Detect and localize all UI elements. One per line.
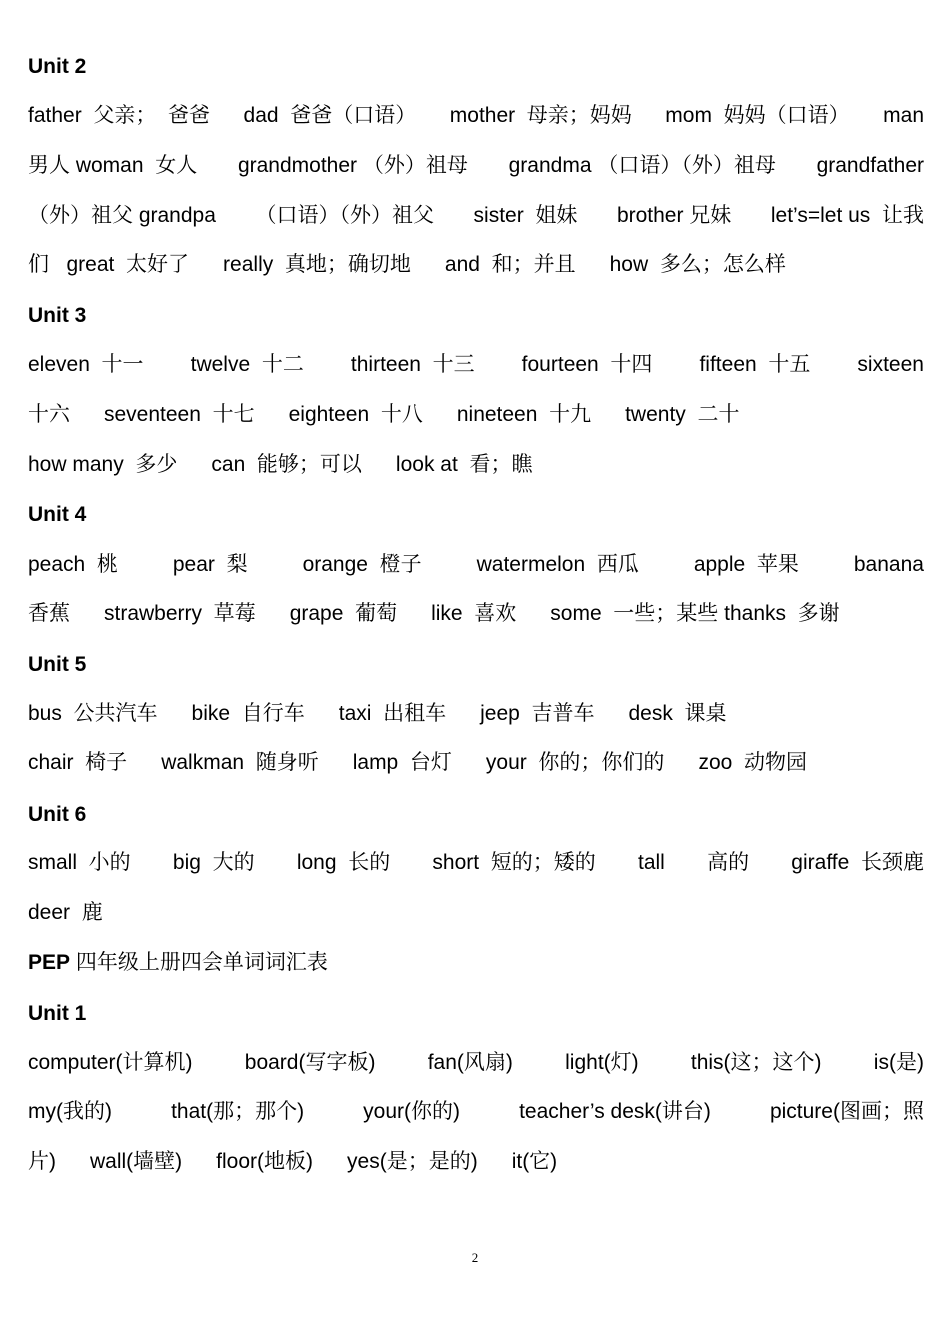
heading-text: Unit 4: [28, 503, 87, 526]
vocab-entry: walkman 随身听: [161, 751, 319, 774]
vocab-line: [28, 201, 924, 231]
vocab-entry: 片): [28, 1150, 56, 1173]
vocab-entry: mom 妈妈（口语）: [665, 104, 850, 127]
vocab-entry: your(你的): [363, 1100, 460, 1123]
vocab-entry: apple 苹果: [693, 553, 799, 576]
section-heading: [28, 948, 924, 978]
vocab-entry: fifteen 十五: [699, 353, 811, 376]
vocab-entry: strawberry 草莓: [104, 602, 256, 625]
vocab-entry: fan(风扇): [427, 1051, 513, 1074]
unit-heading: [28, 301, 924, 331]
vocab-entry: brother 兄妹: [616, 204, 732, 227]
vocab-entry: chair 椅子: [28, 751, 128, 774]
vocab-entry: mother 母亲；妈妈: [449, 104, 632, 127]
vocab-entry: computer(计算机): [28, 1051, 193, 1074]
heading-text: 四年级上册四会单词词汇表: [70, 951, 328, 974]
vocab-line: [28, 350, 924, 380]
vocab-line: [28, 151, 924, 181]
vocab-entry: small 小的: [28, 851, 131, 874]
unit-heading: [28, 999, 924, 1029]
vocab-entry: 们 great 太好了: [28, 253, 190, 276]
vocab-entry: board(写字板): [244, 1051, 376, 1074]
vocab-line: [28, 1097, 924, 1127]
vocab-entry: twenty 二十: [625, 403, 740, 426]
vocab-entry: thirteen 十三: [350, 353, 475, 376]
heading-text: Unit 2: [28, 55, 87, 78]
vocab-entry: sister 姐妹: [473, 204, 578, 227]
vocab-entry: sixteen: [857, 353, 924, 376]
vocab-entry: pear 梨: [172, 553, 248, 576]
vocab-entry: really 真地；确切地: [223, 253, 411, 276]
vocab-entry: wall(墙壁): [90, 1150, 183, 1173]
vocab-line: [28, 898, 924, 928]
vocab-entry: lamp 台灯: [352, 751, 452, 774]
vocab-entry: watermelon 西瓜: [476, 553, 639, 576]
vocab-line: [28, 748, 924, 778]
vocab-entry: that(那；那个): [171, 1100, 305, 1123]
vocab-entry: （外）祖父 grandpa: [28, 204, 216, 227]
vocab-line: [28, 250, 924, 280]
heading-text: Unit 3: [28, 304, 87, 327]
vocab-entry: 十六: [28, 403, 70, 426]
vocab-entry: grape 葡萄: [289, 602, 398, 625]
page-number: 2: [471, 1250, 479, 1265]
vocab-entry: light(灯): [565, 1051, 639, 1074]
vocab-entry: man: [883, 104, 924, 127]
vocab-entry: look at 看；瞧: [395, 453, 533, 476]
vocab-line: [28, 550, 924, 580]
vocab-entry: how 多么；怎么样: [609, 253, 786, 276]
vocab-entry: your 你的；你们的: [485, 751, 665, 774]
vocab-entry: seventeen 十七: [104, 403, 255, 426]
vocab-entry: banana: [853, 553, 924, 576]
vocab-entry: my(我的): [28, 1100, 112, 1123]
vocab-entry: bus 公共汽车: [28, 702, 158, 725]
vocab-entry: fourteen 十四: [521, 353, 653, 376]
vocab-line: [28, 699, 924, 729]
vocab-entry: picture(图画；照: [769, 1100, 924, 1123]
vocab-entry: father 父亲； 爸爸: [28, 104, 211, 127]
vocab-entry: bike 自行车: [191, 702, 305, 725]
vocab-entry: grandfather: [816, 154, 924, 177]
vocab-entry: tall: [638, 851, 665, 874]
vocab-entry: taxi 出租车: [338, 702, 447, 725]
heading-text: Unit 5: [28, 653, 87, 676]
vocab-entry: jeep 吉普车: [480, 702, 595, 725]
vocab-entry: nineteen 十九: [456, 403, 592, 426]
vocab-entry: orange 橙子: [302, 553, 422, 576]
vocab-entry: how many 多少: [28, 453, 178, 476]
vocab-line: [28, 599, 924, 629]
vocab-line: [28, 1147, 924, 1177]
vocab-entry: can 能够；可以: [211, 453, 362, 476]
vocab-entry: （口语）（外）祖父: [255, 204, 434, 227]
vocab-entry: it(它): [511, 1150, 558, 1173]
unit-heading: [28, 800, 924, 830]
vocab-entry: big 大的: [172, 851, 255, 874]
vocab-entry: is(是): [873, 1051, 924, 1074]
vocab-entry: 高的: [707, 851, 750, 874]
vocab-entry: some 一些；某些 thanks 多谢: [550, 602, 840, 625]
vocab-entry: peach 桃: [28, 553, 118, 576]
vocab-line: [28, 1048, 924, 1078]
vocab-entry: giraffe 长颈鹿: [791, 851, 924, 874]
vocab-line: [28, 848, 924, 878]
vocab-entry: floor(地板): [216, 1150, 314, 1173]
unit-heading: [28, 500, 924, 530]
vocab-entry: yes(是；是的): [347, 1150, 478, 1173]
vocab-entry: zoo 动物园: [698, 751, 807, 774]
vocab-entry: desk 课桌: [628, 702, 727, 725]
vocab-entry: grandmother （外）祖母: [237, 154, 468, 177]
vocab-entry: this(这；这个): [690, 1051, 822, 1074]
vocab-entry: teacher’s desk(讲台): [519, 1100, 711, 1123]
vocab-entry: deer 鹿: [28, 901, 103, 924]
vocab-entry: like 喜欢: [431, 602, 517, 625]
vocab-line: [28, 101, 924, 131]
vocab-line: [28, 400, 924, 430]
vocab-entry: eighteen 十八: [288, 403, 423, 426]
vocab-entry: 男人 woman 女人: [28, 154, 198, 177]
vocab-entry: eleven 十一: [28, 353, 144, 376]
unit-heading: [28, 52, 924, 82]
unit-heading: [28, 650, 924, 680]
vocab-entry: dad 爸爸（口语）: [243, 104, 417, 127]
vocab-entry: and 和；并且: [444, 253, 576, 276]
heading-text: Unit 1: [28, 1002, 87, 1025]
vocab-line: [28, 450, 924, 480]
vocab-entry: grandma （口语）（外）祖母: [508, 154, 776, 177]
vocab-entry: twelve 十二: [190, 353, 304, 376]
vocab-entry: long 长的: [296, 851, 391, 874]
heading-text: Unit 6: [28, 803, 87, 826]
heading-bold-text: PEP: [28, 951, 71, 974]
vocab-entry: short 短的；矮的: [432, 851, 596, 874]
vocab-entry: 香蕉: [28, 602, 70, 625]
vocab-entry: let’s=let us 让我: [770, 204, 924, 227]
